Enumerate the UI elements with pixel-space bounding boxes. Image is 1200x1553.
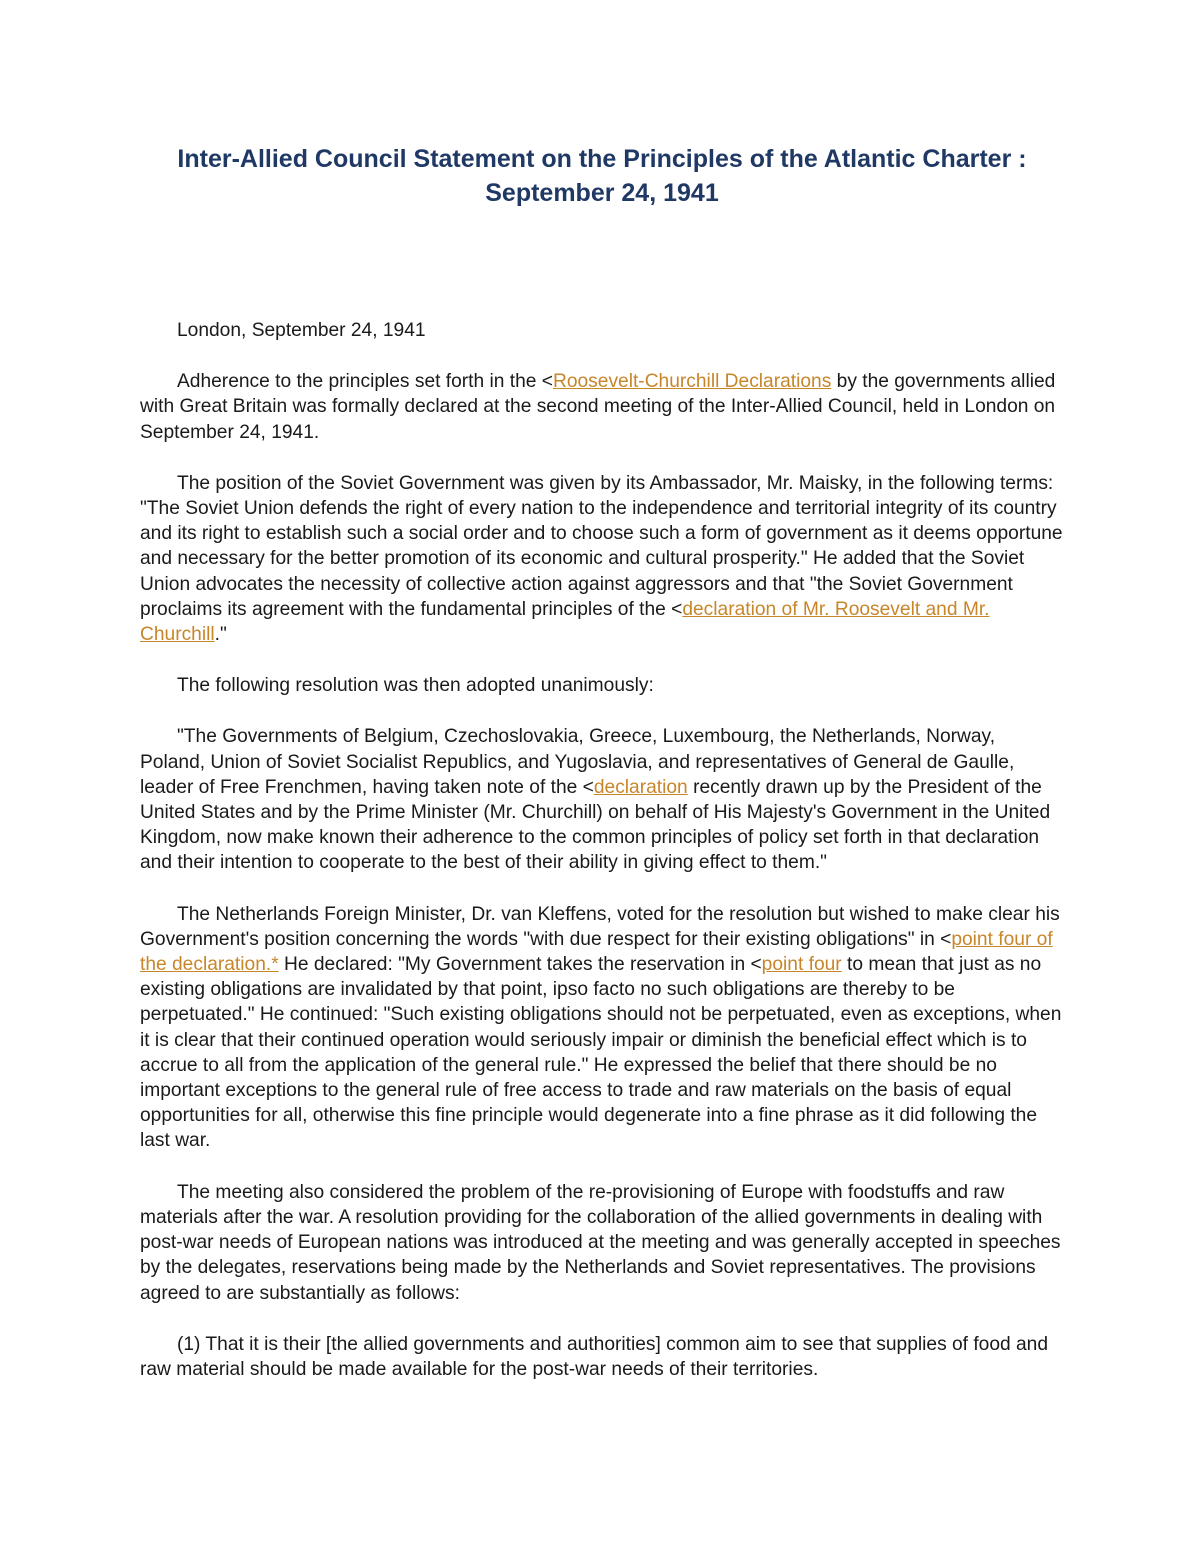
page-title: Inter-Allied Council Statement on the Principles of the Atlantic Charter : September 24, 1941	[177, 145, 1027, 207]
paragraph-text: Adherence to the principles set forth in the <	[177, 371, 553, 393]
declaration-roosevelt-churchill-link[interactable]: declaration of Mr. Roosevelt and Mr. Churchill	[140, 598, 990, 646]
paragraph-text: The Netherlands Foreign Minister, Dr. van Kleffens, voted for the resolution but wished to make clear his Government's position concerning the words "with due respect for their existing obligations" in <	[140, 903, 1060, 950]
paragraph-resolution-text	[140, 724, 1064, 875]
paragraph-resolution-intro: The following resolution was then adopted unanimously:	[177, 675, 654, 697]
paragraph-text: He declared: "My Government takes the reservation in <	[278, 954, 762, 976]
paragraph-reprovisioning: The meeting also considered the problem of the re-provisioning of Europe with foodstuffs and raw materials after the war. A resolution providing for the collaboration of the allied governments in dealing with post-war needs of European nations was introduced at the meeting and was generally accepted in speeches by the delegates, reservations being made by the Netherlands and Soviet representatives. The provisions agreed to are substantially as follows:	[140, 1181, 1061, 1304]
point-four-declaration-link[interactable]: point four of the declaration.*	[140, 928, 1053, 976]
paragraph-text: by the governments allied with Great Britain was formally declared at the second meeting of the Inter-Allied Council, held in London on September 24, 1941.	[140, 371, 1056, 443]
paragraph-provision-one: (1) That it is their [the allied governments and authorities] common aim to see that supplies of food and raw material should be made available for the post-war needs of their territories.	[140, 1333, 1049, 1380]
paragraph-soviet-position	[140, 471, 1064, 647]
paragraph-text: ."	[214, 624, 227, 646]
point-four-link[interactable]: point four	[761, 954, 842, 976]
paragraph-netherlands	[140, 902, 1064, 1154]
paragraph-adherence	[140, 369, 1064, 445]
place-date: London, September 24, 1941	[177, 320, 426, 341]
paragraph-text: to mean that just as no existing obligations are invalidated by that point, ipso facto no such obligations are thereby to be perpetuated." He continued: "Such existing obligations should not be perpetuated, even as exceptions, when it is clear that their continued operation would seriously impair or diminish the beneficial effect which is to accrue to all from the application of the general rule." He expressed the belief that there should be no important exceptions to the general rule of free access to trade and raw materials on the basis of equal opportunities for all, otherwise this fine principle would degenerate into a fine phrase as it did following the last war.	[140, 954, 1062, 1152]
paragraph-text: "The Governments of Belgium, Czechoslovakia, Greece, Luxembourg, the Netherlands, Norway, Poland, Union of Soviet Socialist Republics, and Yugoslavia, and representatives of General de Gaulle, leader of Free Frenchmen, having taken note of the <	[140, 726, 1015, 798]
document-body	[140, 318, 1064, 1382]
paragraph-text: The position of the Soviet Government was given by its Ambassador, Mr. Maisky, in the following terms: "The Soviet Union defends the right of every nation to the independence and territorial integrity of its country and its right to establish such a social order and to choose such a form of government as it deems opportune and necessary for the better promotion of its economic and cultural prosperity." He added that the Soviet Union advocates the necessity of collective action against aggressors and that "the Soviet Government proclaims its agreement with the fundamental principles of the <	[140, 472, 1063, 620]
paragraph-text: recently drawn up by the President of the United States and by the Prime Minister (Mr. Churchill) on behalf of His Majesty's Government in the United Kingdom, now make known their adherence to the common principles of policy set forth in that declaration and their intention to cooperate to the best of their ability in giving effect to them."	[140, 776, 1051, 874]
document-page	[140, 142, 1064, 1408]
declaration-link[interactable]: declaration	[593, 776, 688, 798]
roosevelt-churchill-declarations-link[interactable]: Roosevelt-Churchill Declarations	[552, 371, 832, 393]
